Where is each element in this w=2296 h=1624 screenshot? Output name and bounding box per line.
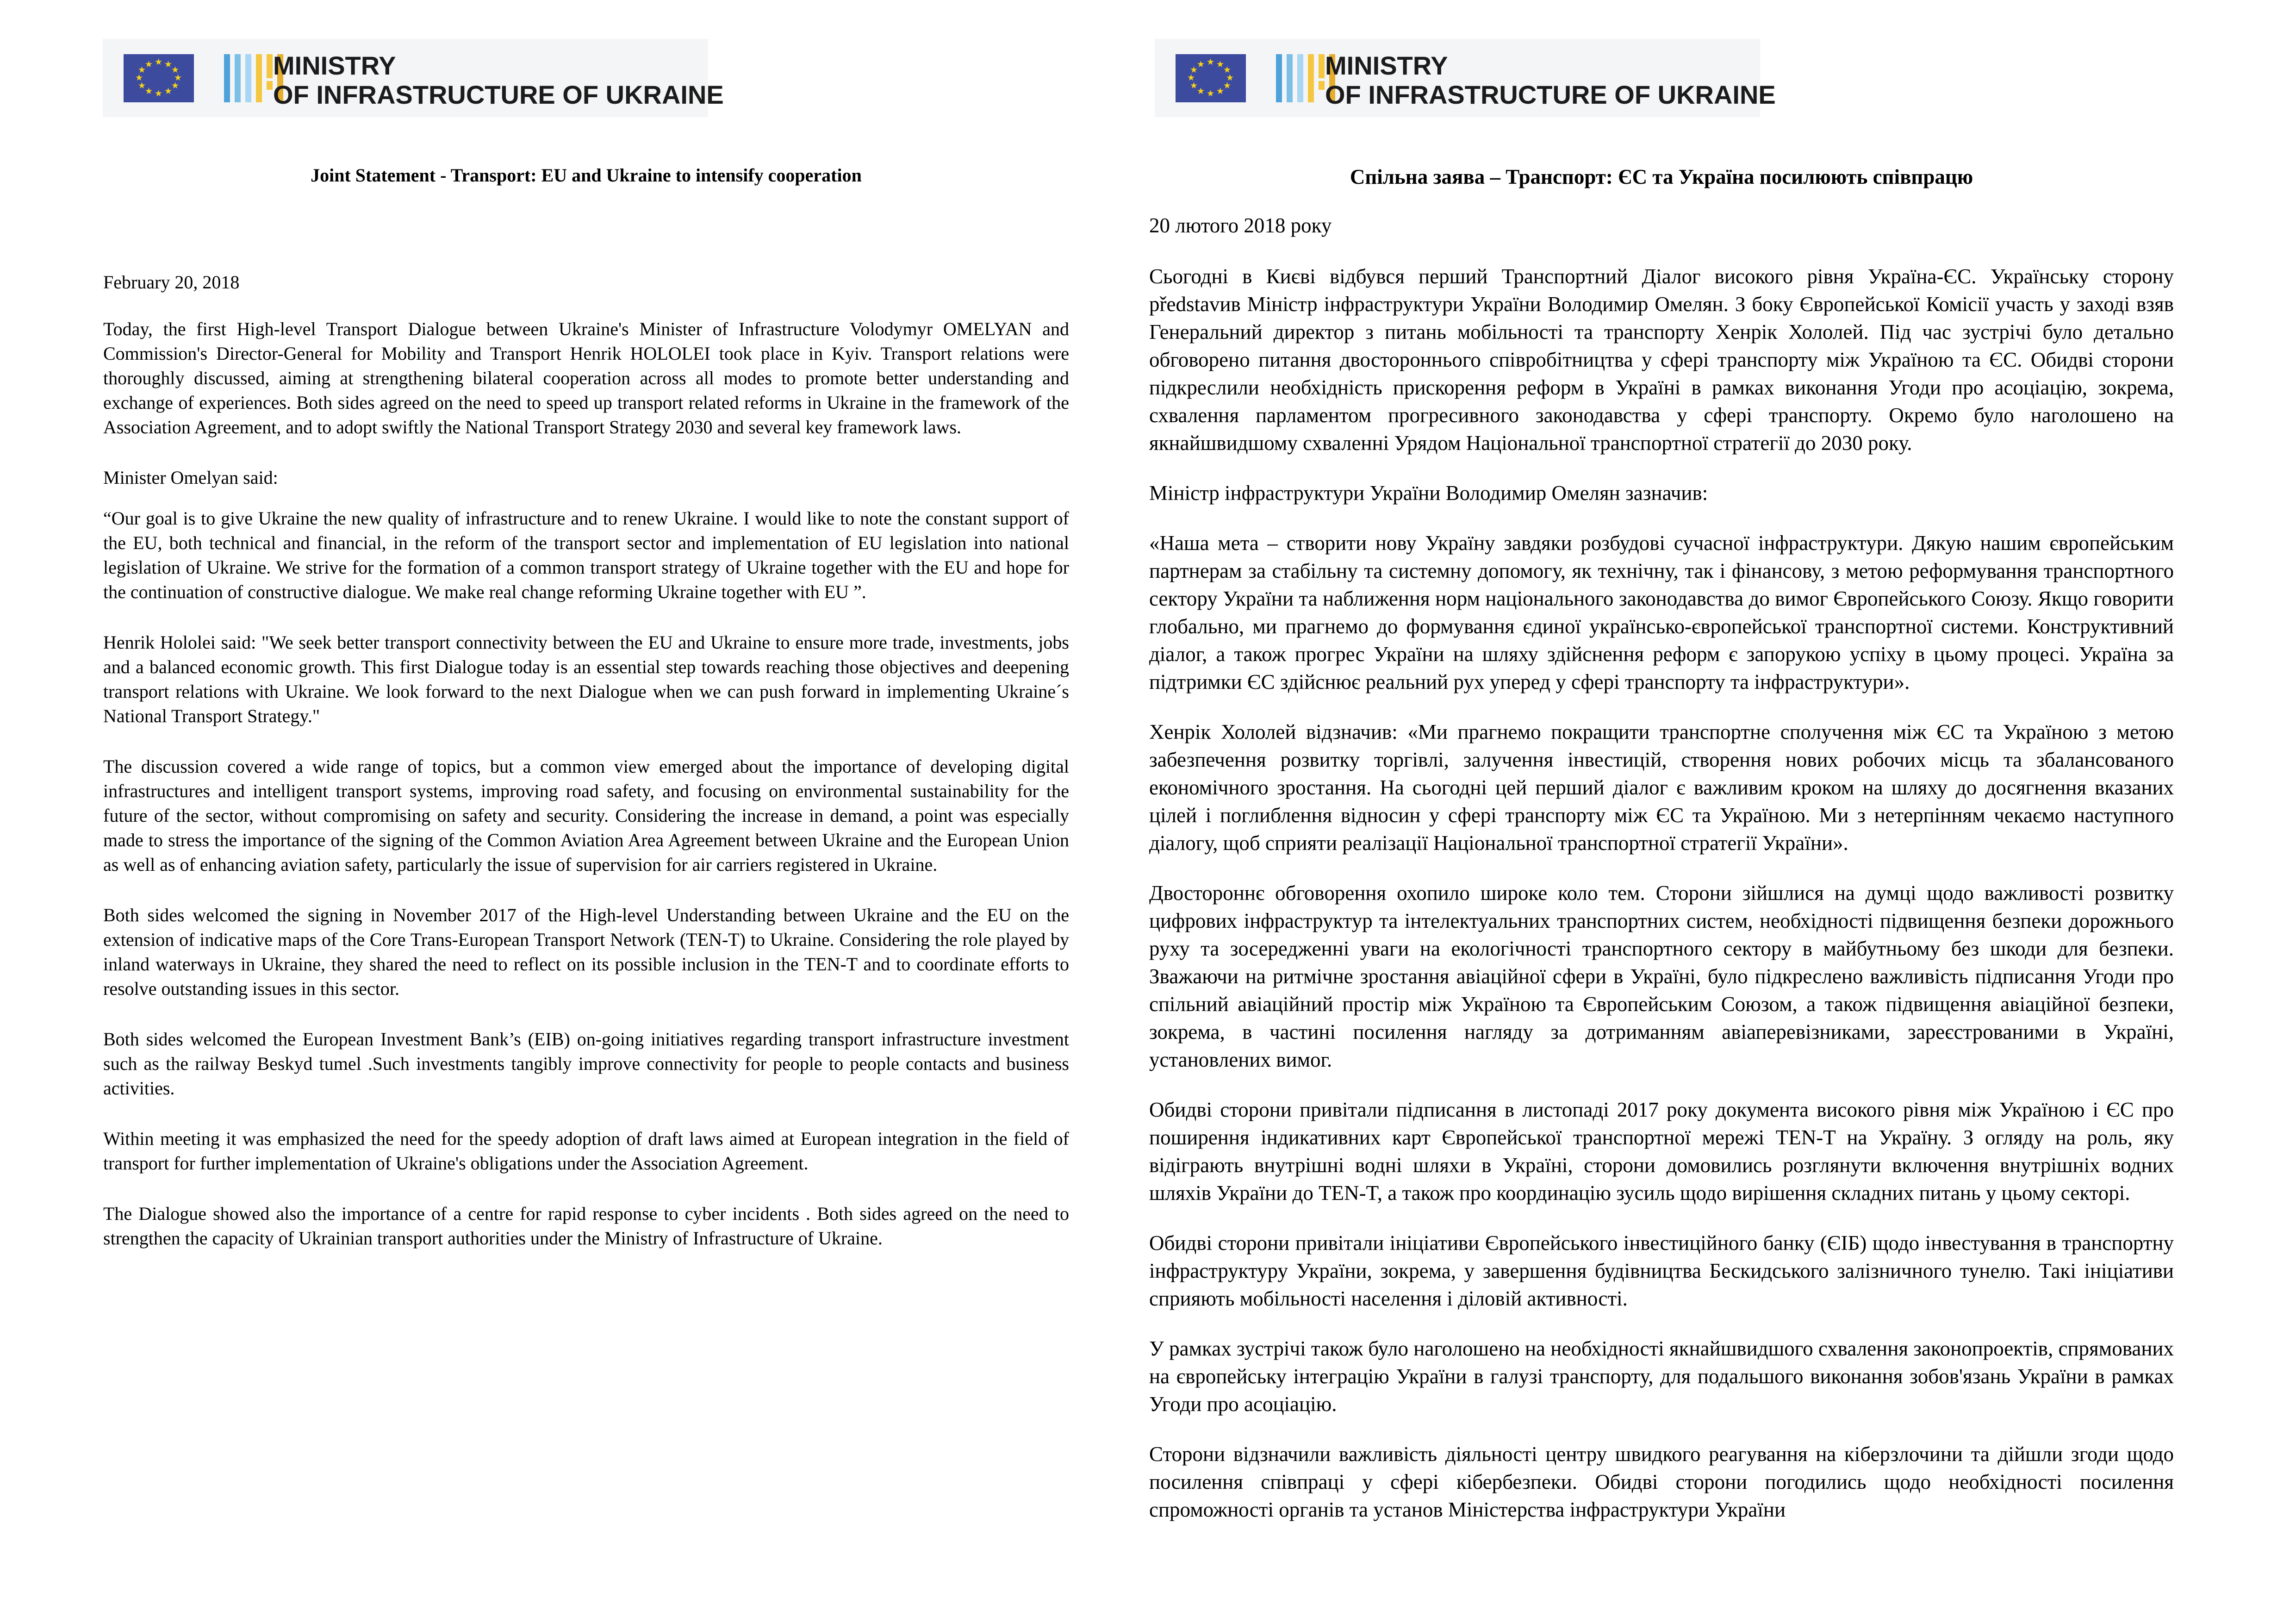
paragraph-ten-t-ua: Обидві сторони привітали підписання в листопаді 2017 року документа високого рівня між Україною і ЄС про поширення індикативних карт Європейської транспортної мережі TEN-T на Україну. З огляду на роль, яку відіграють внутрішні водні шляхи в Україні, сторони домовились розглянути включення внутрішніх водних шляхів України до TEN-T, а також про координацію зусиль щодо вирішення складних питань у цьому секторі. bbox=[1149, 1098, 2174, 1205]
star-icon: ★ bbox=[171, 81, 180, 91]
star-icon: ★ bbox=[1223, 65, 1232, 75]
logo-banner-left bbox=[103, 39, 724, 117]
page-title-ukrainian: Спільна заява – Транспорт: ЄС та Україна посилюють співпрацю bbox=[1350, 165, 1973, 188]
ukrainian-page bbox=[1149, 163, 2174, 1546]
page-title-english: Joint Statement - Transport: EU and Ukraine to intensify cooperation bbox=[311, 165, 862, 186]
star-icon: ★ bbox=[1216, 86, 1225, 96]
star-icon: ★ bbox=[171, 65, 180, 75]
paragraph-discussion: The discussion covered a wide range of topics, but a common view emerged about the importance of developing digital infrastructures and intelligent transport systems, improving road safety, and focusing on environmental sustainability for the future of the sector, without compromising on safety and security. Considering the increase in demand, a point was especially made to stress the importance of the signing of the Common Aviation Area Agreement between Ukraine and the European Union as well as of enhancing aviation safety, particularly the issue of supervision for air carriers registered in Ukraine. bbox=[103, 756, 1069, 875]
date-ukrainian: 20 лютого 2018 року bbox=[1149, 214, 1332, 237]
paragraph-hololei-quote-ua: Хенрік Хололей відзначив: «Ми прагнемо покращити транспортне сполучення між ЄС та Україною з метою забезпечення розвитку торгівлі, залучення інвестицій, створення нових робочих місць та збалансованого економічного зростання. На сьогодні цей перший діалог є важливим кроком на шляху до досягнення вказаних цілей і поглиблення відносин у сфері транспорту між ЄС та Україною. Ми з нетерпінням чекаємо наступного діалогу, щоб сприяти реалізації Національної транспортної стратегії України». bbox=[1149, 720, 2174, 855]
eu-flag-icon bbox=[124, 54, 194, 102]
paragraph-hololei-quote: Henrik Hololei said: "We seek better transport connectivity between the EU and Ukraine to ensure more trade, investments, jobs and a balanced economic growth. This first Dialogue today is an essential step towards reaching those objectives and deepening transport relations with Ukraine. We look forward to the next Dialogue when we can push forward in implementing Ukraine´s National Transport Strategy." bbox=[103, 632, 1069, 726]
star-icon: ★ bbox=[1207, 57, 1215, 67]
paragraph-eib-ua: Обидві сторони привітали ініціативи Європейського інвестиційного банку (ЄІБ) щодо інвестування в транспортну інфраструктуру України, зокрема, у завершення будівництва Бескидського залізничного тунелю. Такі ініціативи сприяють мобільності населення і діловій активності. bbox=[1149, 1231, 2174, 1310]
paragraph-ten-t: Both sides welcomed the signing in November 2017 of the High-level Understanding between Ukraine and the EU on the extension of indicative maps of the Core Trans-European Transport Network (TEN-T) to Ukraine. Considering the role played by inland waterways in Ukraine, they shared the need to reflect on its possible inclusion in the TEN-T and to coordinate efforts to resolve outstanding issues in this sector. bbox=[103, 905, 1069, 999]
star-icon: ★ bbox=[164, 86, 173, 96]
logo-banner-right bbox=[1155, 39, 1776, 117]
logo-line2: OF INFRASTRUCTURE OF UKRAINE bbox=[1325, 80, 1776, 109]
star-icon: ★ bbox=[155, 88, 163, 99]
star-icon: ★ bbox=[174, 73, 182, 83]
logo-line1: MINISTRY bbox=[273, 51, 396, 80]
paragraph-omelyan-quote-ua: «Наша мета – створити нову Україну завдяки розбудові сучасної інфраструктури. Дякую нашим європейським партнерам за стабільну та системну допомогу, як технічну, так і фінансову, з метою реформування транспортного сектору України та наближення норм національного законодавства до вимог Європейського Союзу. Якщо говорити глобально, ми прагнемо до формування єдиної українсько-європейської транспортної системи. Конструктивний діалог, а також прогрес України на шляху здійснення реформ є запорукою успіху в цьому процесі. Україна за підтримки ЄС здійснює реальний рух уперед у сфері транспорту та інфраструктури». bbox=[1149, 531, 2174, 693]
paragraph-minister-said: Minister Omelyan said: bbox=[103, 467, 278, 488]
paragraph-cyber: The Dialogue showed also the importance of a centre for rapid response to cyber incidents . Both sides agreed on the need to strengthen the capacity of Ukrainian transport authorities under the Ministry of Infrastructure of Ukraine. bbox=[103, 1203, 1069, 1249]
ministry-logo-text bbox=[1325, 51, 1776, 109]
star-icon: ★ bbox=[1187, 73, 1195, 83]
star-icon: ★ bbox=[164, 59, 173, 69]
date-english: February 20, 2018 bbox=[103, 272, 240, 293]
star-icon: ★ bbox=[138, 81, 146, 91]
star-icon: ★ bbox=[1207, 88, 1215, 99]
star-icon: ★ bbox=[1197, 86, 1205, 96]
paragraph-discussion-ua: Двостороннє обговорення охопило широке коло тем. Сторони зійшлися на думці щодо важливості розвитку цифрових інфраструктур та інтелектуальних транспортних систем, необхідності підвищення безпеки дорожнього руху та зосередженні уваги на екологічності транспортного сектору в майбутньому без шкоди для безпеки. Зважаючи на ритмічне зростання авіаційної сфери в Україні, було підкреслено важливість підписання Угоди про спільний авіаційний простір між Україною та Європейським Союзом, а також підвищення авіаційної безпеки, зокрема, в частині посилення нагляду за дотриманням авіаперевізниками, зареєстрованими в Україні, установлених вимог. bbox=[1149, 881, 2174, 1071]
star-icon: ★ bbox=[145, 59, 153, 69]
logo-line2: OF INFRASTRUCTURE OF UKRAINE bbox=[273, 80, 724, 109]
paragraph-cyber-ua: Сторони відзначили важливість діяльності центру швидкого реагування на кіберзлочини та дійшли згоди щодо посилення співпраці у сфері кібербезпеки. Обидві сторони погодились щодо необхідності посилення спроможності органів та установ Міністерства інфраструктури України bbox=[1149, 1443, 2174, 1521]
paragraph-omelyan-quote: “Our goal is to give Ukraine the new quality of infrastructure and to renew Ukraine. I would like to note the constant support of the EU, both technical and financial, in the reform of the transport sector and implementation of EU legislation into national legislation of Ukraine. We strive for the formation of a common transport strategy of Ukraine together with the EU and hope for the continuation of constructive dialogue. We make real change reforming Ukraine together with EU ”. bbox=[103, 508, 1069, 602]
star-icon: ★ bbox=[1197, 59, 1205, 69]
star-icon: ★ bbox=[145, 86, 153, 96]
paragraph-draft-laws-ua: У рамках зустрічі також було наголошено на необхідності якнайшвидшого схвалення законопроектів, спрямованих на європейську інтеграцію України в галузі транспорту, для подальшого виконання зобов'язань України в рамках Угоди про асоціацію. bbox=[1149, 1337, 2174, 1416]
star-icon: ★ bbox=[155, 57, 163, 67]
star-icon: ★ bbox=[135, 73, 143, 83]
star-icon: ★ bbox=[1226, 73, 1234, 83]
star-icon: ★ bbox=[1223, 81, 1232, 91]
english-page bbox=[103, 163, 1069, 1276]
logo-line1: MINISTRY bbox=[1325, 51, 1448, 80]
paragraph-eib: Both sides welcomed the European Investment Bank’s (EIB) on-going initiatives regarding transport infrastructure investment such as the railway Beskyd tumel .Such investments tangibly improve connectivity for people to people contacts and business activities. bbox=[103, 1029, 1069, 1099]
eu-flag-icon bbox=[1176, 54, 1246, 102]
paragraph-minister-said-ua: Міністр інфраструктури України Володимир Омелян зазначив: bbox=[1149, 481, 1708, 505]
paragraph-intro-ua: Сьогодні в Києві відбувся перший Транспортний Діалог високого рівня Україна-ЄС. Українську сторону představив Міністр інфраструктури України Володимир Омелян. З боку Європейської Комісії участь у заході взяв Генеральний директор з питань мобільності та транспорту Хенрік Хололей. Під час зустрічі було детально обговорено питання двостороннього співробітництва у сфері транспорту між Україною та ЄС. Обидві сторони підкреслили необхідність прискорення реформ в Україні в рамках виконання Угоди про асоціацію, зокрема, схвалення парламентом прогресивного законодавства у сфері транспорту. Окремо було наголошено на якнайшвидшому схваленні Урядом Національної транспортної стратегії до 2030 року. bbox=[1149, 265, 2174, 455]
paragraph-intro: Today, the first High-level Transport Dialogue between Ukraine's Minister of Infrastructure Volodymyr OMELYAN and Commission's Director-General for Mobility and Transport Henrik HOLOLEI took place in Kyiv. Transport relations were thoroughly discussed, aiming at strengthening bilateral cooperation across all modes to promote better understanding and exchange of experiences. Both sides agreed on the need to speed up transport related reforms in Ukraine in the framework of the Association Agreement, and to adopt swiftly the National Transport Strategy 2030 and several key framework laws. bbox=[103, 319, 1069, 437]
star-icon: ★ bbox=[1216, 59, 1225, 69]
paragraph-draft-laws: Within meeting it was emphasized the need for the speedy adoption of draft laws aimed at European integration in the field of transport for further implementation of Ukraine's obligations under the Association Agreement. bbox=[103, 1128, 1069, 1174]
ministry-logo-text bbox=[273, 51, 724, 109]
star-icon: ★ bbox=[1190, 65, 1198, 75]
star-icon: ★ bbox=[138, 65, 146, 75]
star-icon: ★ bbox=[1190, 81, 1198, 91]
